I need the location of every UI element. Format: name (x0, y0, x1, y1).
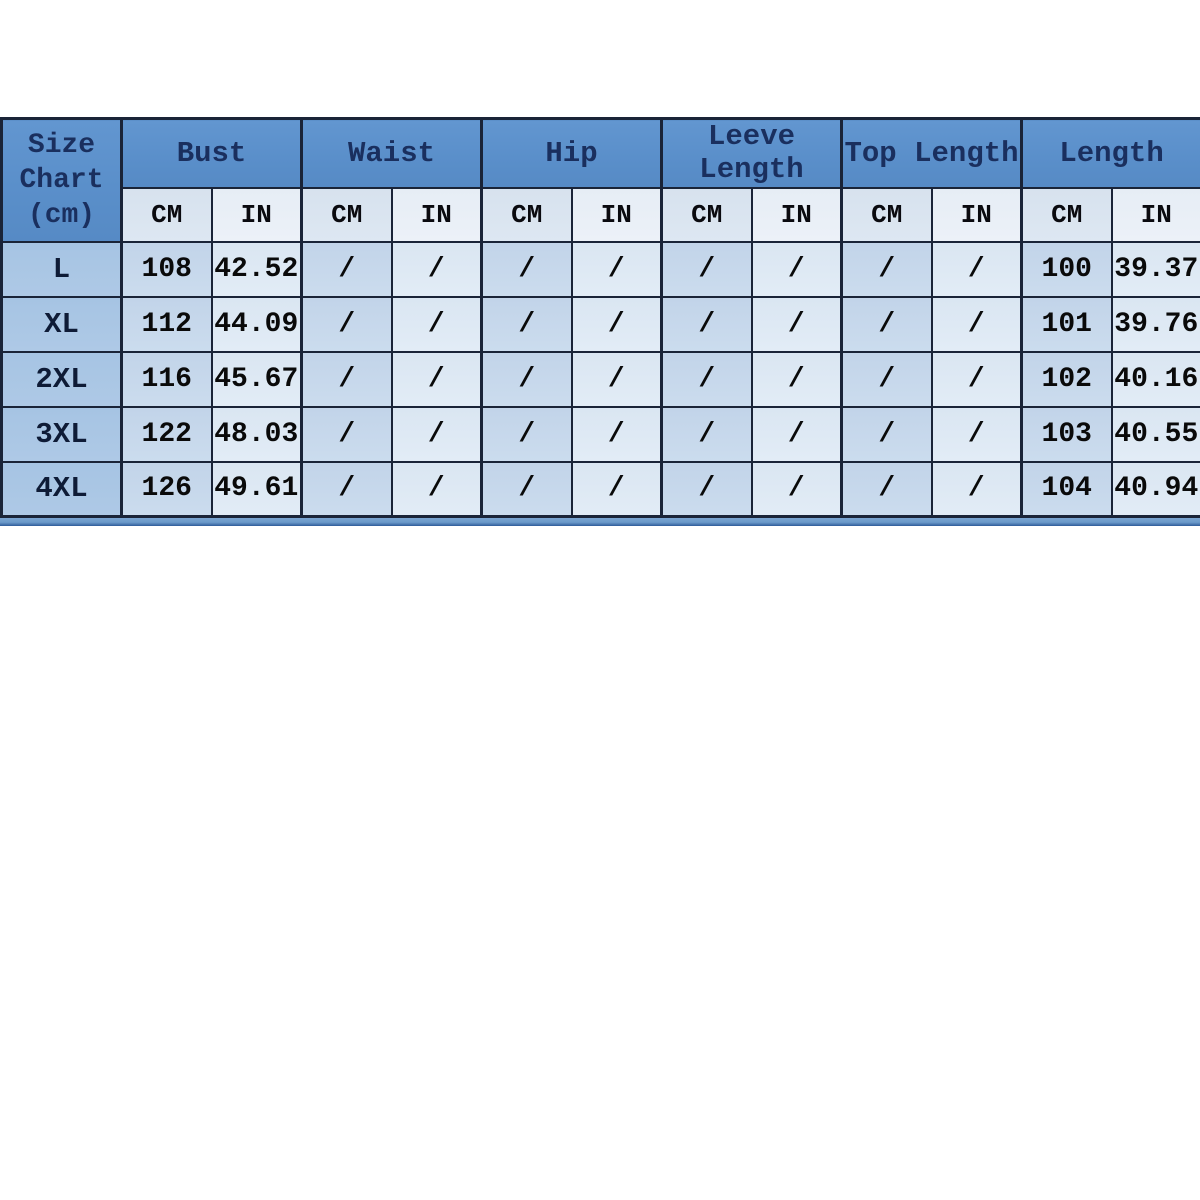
data-cell: / (932, 242, 1022, 297)
col-group-top-length: Top Length (842, 119, 1022, 188)
data-cell: 48.03 (212, 407, 302, 462)
corner-line-3: (cm) (27, 199, 96, 231)
size-label: 3XL (2, 407, 122, 462)
data-cell: / (572, 297, 662, 352)
table-row-3xl (2, 407, 1200, 462)
data-cell: 40.55 (1112, 407, 1200, 462)
data-cell: 104 (1022, 462, 1112, 517)
data-cell: 122 (122, 407, 212, 462)
data-cell: / (482, 297, 572, 352)
col-group-bust: Bust (122, 119, 302, 188)
data-cell: / (572, 352, 662, 407)
data-cell: / (932, 462, 1022, 517)
data-cell: / (752, 352, 842, 407)
data-cell: 49.61 (212, 462, 302, 517)
data-cell: 45.67 (212, 352, 302, 407)
data-cell: / (842, 297, 932, 352)
unit-header-length-cm: CM (1022, 188, 1112, 242)
table-row-l (2, 242, 1200, 297)
table-bottom-edge-bar (0, 518, 1200, 526)
unit-header-hip-cm: CM (482, 188, 572, 242)
unit-header-hip-in: IN (572, 188, 662, 242)
data-cell: / (302, 352, 392, 407)
data-cell: / (392, 407, 482, 462)
data-cell: / (302, 407, 392, 462)
data-cell: 40.16 (1112, 352, 1200, 407)
data-cell: / (392, 462, 482, 517)
data-cell: / (752, 242, 842, 297)
data-cell: / (662, 352, 752, 407)
data-cell: 44.09 (212, 297, 302, 352)
size-label: L (2, 242, 122, 297)
data-cell: 116 (122, 352, 212, 407)
unit-header-top-cm: CM (842, 188, 932, 242)
data-cell: / (932, 297, 1022, 352)
col-group-leeve-length: Leeve Length (662, 119, 842, 188)
header-group-row (2, 119, 1200, 188)
data-cell: 40.94 (1112, 462, 1200, 517)
table-row-4xl (2, 462, 1200, 517)
data-cell: 103 (1022, 407, 1112, 462)
corner-header-size-chart (2, 119, 122, 242)
unit-header-bust-in: IN (212, 188, 302, 242)
data-cell: / (662, 242, 752, 297)
table-row-2xl (2, 352, 1200, 407)
size-label: 4XL (2, 462, 122, 517)
data-cell: / (302, 462, 392, 517)
data-cell: / (302, 242, 392, 297)
data-cell: 39.37 (1112, 242, 1200, 297)
data-cell: / (842, 462, 932, 517)
data-cell: 100 (1022, 242, 1112, 297)
unit-header-waist-cm: CM (302, 188, 392, 242)
data-cell: / (572, 462, 662, 517)
col-group-length: Length (1022, 119, 1200, 188)
data-cell: / (932, 407, 1022, 462)
data-cell: / (392, 242, 482, 297)
data-cell: 126 (122, 462, 212, 517)
data-cell: / (752, 297, 842, 352)
data-cell: / (662, 297, 752, 352)
data-cell: 101 (1022, 297, 1112, 352)
data-cell: / (662, 407, 752, 462)
unit-header-bust-cm: CM (122, 188, 212, 242)
data-cell: 108 (122, 242, 212, 297)
unit-header-length-in: IN (1112, 188, 1200, 242)
size-label: XL (2, 297, 122, 352)
data-cell: / (842, 242, 932, 297)
data-cell: 39.76 (1112, 297, 1200, 352)
data-cell: / (482, 462, 572, 517)
data-cell: / (392, 352, 482, 407)
data-cell: / (752, 407, 842, 462)
data-cell: / (842, 352, 932, 407)
size-chart-table (0, 117, 1200, 518)
data-cell: 112 (122, 297, 212, 352)
unit-header-top-in: IN (932, 188, 1022, 242)
col-group-hip: Hip (482, 119, 662, 188)
col-group-waist: Waist (302, 119, 482, 188)
data-cell: / (572, 407, 662, 462)
corner-line-2: Chart (19, 164, 104, 196)
data-cell: / (302, 297, 392, 352)
data-cell: / (482, 352, 572, 407)
data-cell: / (662, 462, 752, 517)
unit-header-waist-in: IN (392, 188, 482, 242)
unit-header-leeve-in: IN (752, 188, 842, 242)
data-cell: / (932, 352, 1022, 407)
data-cell: / (842, 407, 932, 462)
size-chart-area (0, 117, 1200, 526)
table-row-xl (2, 297, 1200, 352)
size-label: 2XL (2, 352, 122, 407)
data-cell: / (392, 297, 482, 352)
data-cell: / (752, 462, 842, 517)
unit-header-leeve-cm: CM (662, 188, 752, 242)
data-cell: / (482, 242, 572, 297)
corner-line-1: Size (27, 129, 96, 161)
data-cell: 42.52 (212, 242, 302, 297)
data-cell: 102 (1022, 352, 1112, 407)
data-cell: / (572, 242, 662, 297)
header-units-row (2, 188, 1200, 242)
data-cell: / (482, 407, 572, 462)
